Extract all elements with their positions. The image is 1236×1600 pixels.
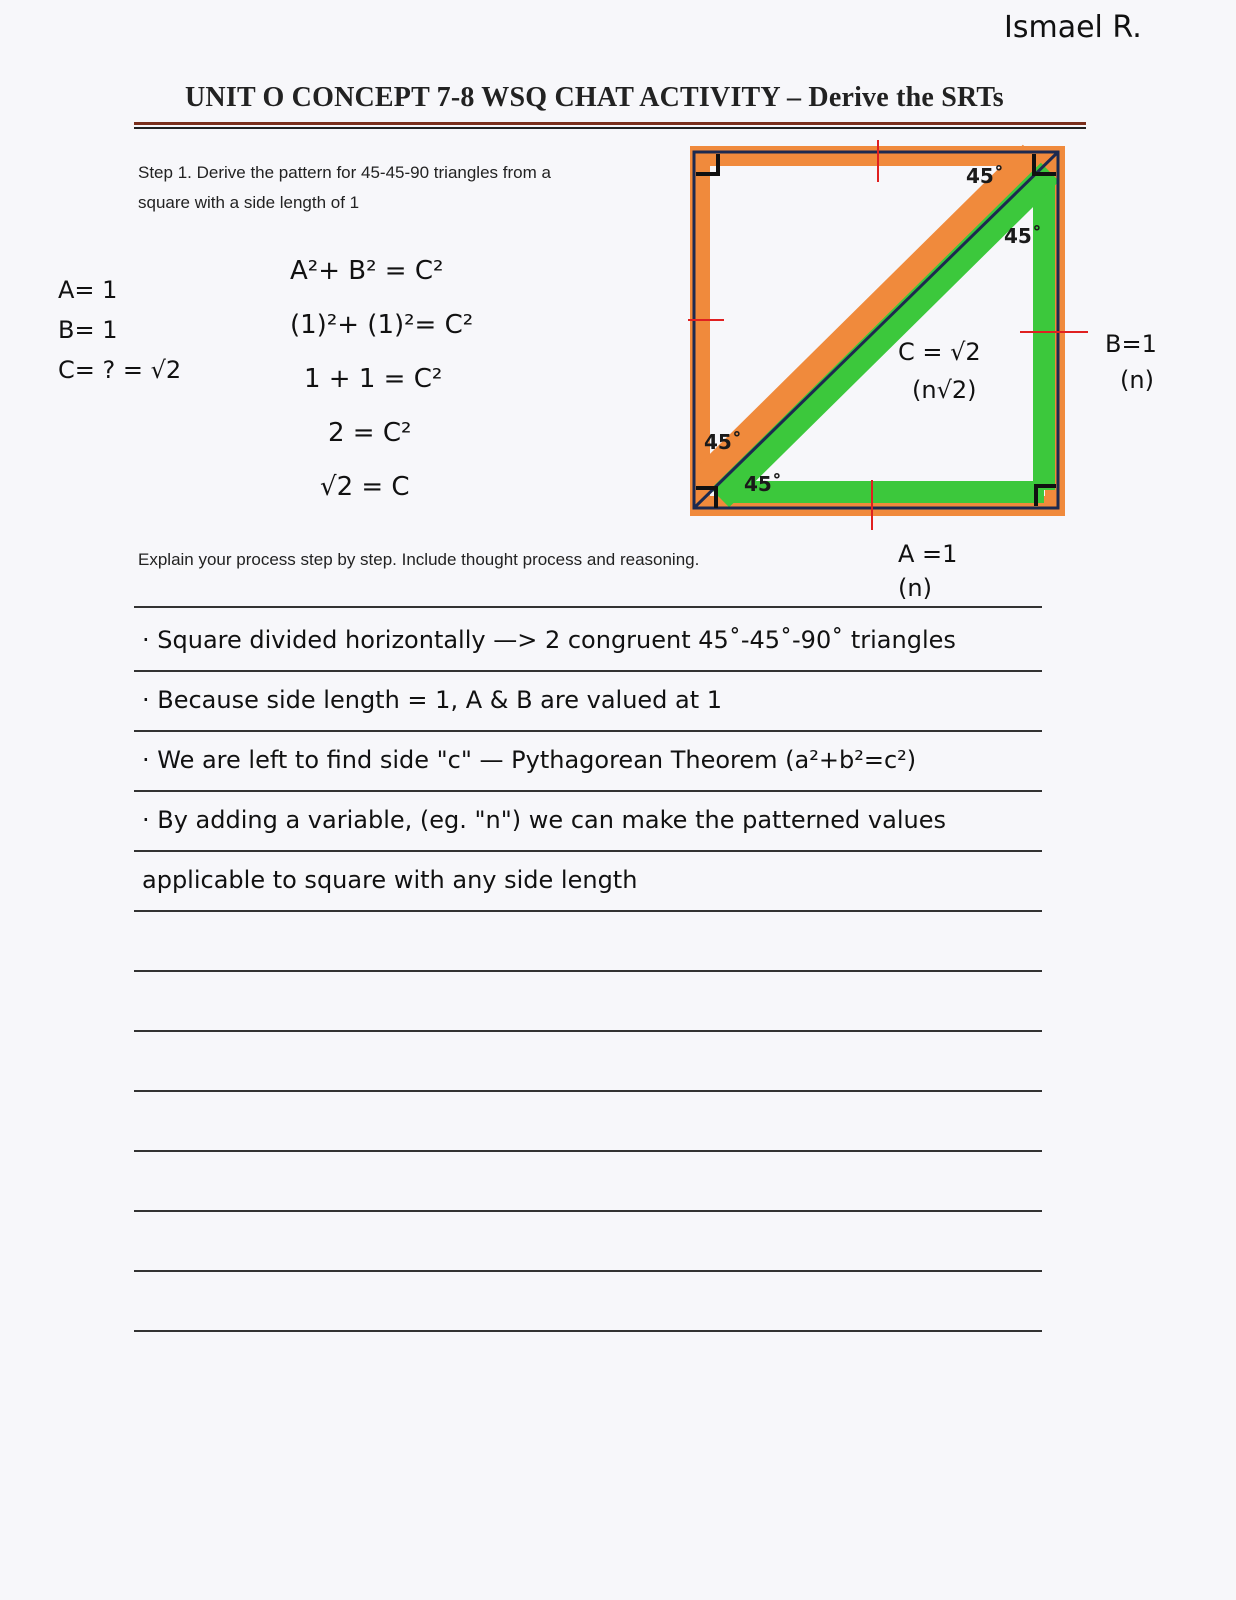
ruled-line	[134, 730, 1042, 732]
ruled-line	[134, 910, 1042, 912]
angle-label-bottom-left-lower: 45˚	[744, 472, 782, 496]
square-diagonal	[694, 152, 1058, 508]
orange-diagonal-band	[702, 154, 1032, 480]
ruled-line	[134, 1030, 1042, 1032]
step1-instructions	[138, 158, 658, 218]
pythagorean-work	[290, 244, 473, 514]
ruled-line	[134, 1210, 1042, 1212]
work-step-3: 1 + 1 = C²	[304, 364, 443, 394]
ruled-line	[134, 670, 1042, 672]
explain-prompt: Explain your process step by step. Include thought process and reasoning.	[138, 550, 700, 569]
angle-label-bottom-left-upper: 45˚	[704, 430, 742, 454]
student-name: Ismael R.	[1004, 10, 1142, 45]
ruled-line	[134, 1150, 1042, 1152]
hypotenuse-label: C = √2	[898, 338, 981, 366]
explanation-line-1: · Square divided horizontally —> 2 congruent 45˚-45˚-90˚ triangles	[142, 626, 956, 654]
explanation-line-4: · By adding a variable, (eg. "n") we can make the patterned values	[142, 806, 946, 834]
work-step-2: (1)²+ (1)²= C²	[290, 310, 474, 340]
step1-line1: Step 1. Derive the pattern for 45-45-90 triangles from a	[138, 163, 551, 182]
ruled-line	[134, 1330, 1042, 1332]
given-c: C= ? = √2	[58, 356, 182, 384]
explanation-line-3: · We are left to find side "c" — Pythagorean Theorem (a²+b²=c²)	[142, 746, 917, 774]
ruled-line	[134, 850, 1042, 852]
title-underline-secondary	[134, 127, 1086, 129]
explanation-line-5: applicable to square with any side length	[142, 866, 638, 894]
page-title: UNIT O CONCEPT 7-8 WSQ CHAT ACTIVITY – Derive the SRTs	[185, 82, 1004, 113]
ruled-line	[134, 790, 1042, 792]
angle-label-top-right-upper: 45˚	[966, 164, 1004, 188]
angle-label-top-right-lower: 45˚	[1004, 224, 1042, 248]
ruled-line	[134, 606, 1042, 608]
title-underline	[134, 122, 1086, 125]
work-step-4: 2 = C²	[328, 418, 412, 448]
green-diagonal-band	[720, 172, 1050, 498]
side-b-label: B=1	[1105, 330, 1157, 358]
work-step-5: √2 = C	[320, 472, 410, 502]
ruled-line	[134, 1270, 1042, 1272]
hypotenuse-n-label: (n√2)	[912, 376, 977, 404]
side-a-label: A =1	[898, 540, 958, 568]
work-step-1: A²+ B² = C²	[290, 256, 444, 286]
given-values	[58, 270, 181, 390]
given-a: A= 1	[58, 276, 118, 304]
side-a-n-label: (n)	[898, 574, 932, 602]
ruled-line	[134, 970, 1042, 972]
step1-line2: square with a side length of 1	[138, 193, 360, 212]
given-b: B= 1	[58, 316, 118, 344]
ruled-line	[134, 1090, 1042, 1092]
side-b-n-label: (n)	[1120, 366, 1154, 394]
explanation-line-2: · Because side length = 1, A & B are valued at 1	[142, 686, 723, 714]
